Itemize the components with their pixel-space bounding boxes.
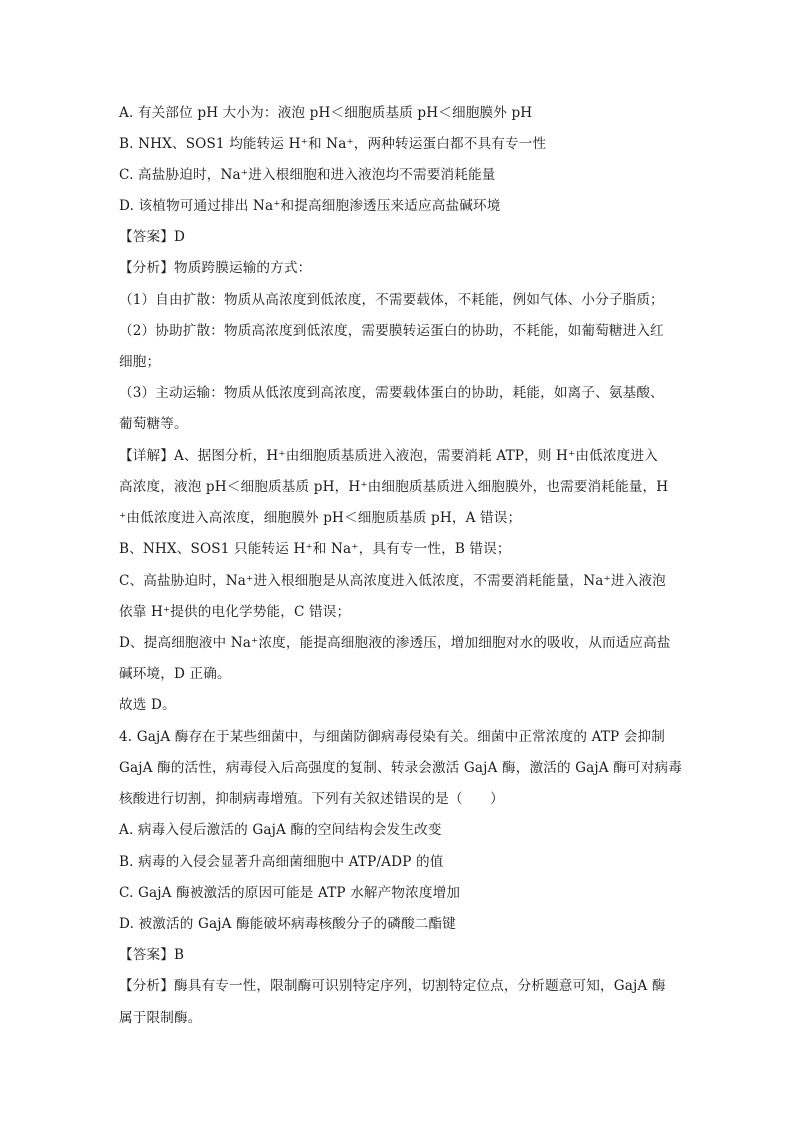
- detail-line: 碱环境，D 正确。: [119, 666, 231, 682]
- analysis-line: 葡萄糖等。: [119, 416, 188, 432]
- option-b-line: B. NHX、SOS1 均能转运 H⁺和 Na⁺，两种转运蛋白都不具有专一性: [119, 136, 547, 152]
- question-4-stem: GajA 酶的活性，病毒侵入后高强度的复制、转录会激活 GajA 酶，激活的 GajA 酶可对病毒: [119, 760, 682, 776]
- option-c-line: C. 高盐胁迫时，Na⁺进入根细胞和进入液泡均不需要消耗能量: [119, 167, 496, 183]
- detail-line: 依靠 H⁺提供的电化学势能，C 错误；: [119, 604, 351, 620]
- q4-option-c: C. GajA 酶被激活的原因可能是 ATP 水解产物浓度增加: [119, 885, 461, 901]
- detail-line: C、高盐胁迫时，Na⁺进入根细胞是从高浓度进入低浓度，不需要消耗能量，Na⁺进入液泡: [119, 573, 666, 589]
- analysis-line: （3）主动运输：物质从低浓度到高浓度，需要载体蛋白的协助，耗能，如离子、氨基酸、: [119, 385, 664, 401]
- q4-option-b: B. 病毒的入侵会显著升高细菌细胞中 ATP/ADP 的值: [119, 854, 444, 870]
- question-4-stem: 4. GajA 酶存在于某些细菌中，与细菌防御病毒侵染有关。细菌中正常浓度的 ATP 会抑制: [119, 729, 666, 745]
- analysis-line: （1）自由扩散：物质从高浓度到低浓度，不需要载体，不耗能，例如气体、小分子脂质；: [119, 292, 664, 308]
- detail-line: 高浓度，液泡 pH＜细胞质基质 pH，H⁺由细胞质基质进入细胞膜外，也需要消耗能量，H: [119, 479, 669, 495]
- detail-line: ⁺由低浓度进入高浓度，细胞膜外 pH＜细胞质基质 pH，A 错误；: [119, 510, 522, 526]
- detail-line: D、提高细胞液中 Na⁺浓度，能提高细胞液的渗透压，增加细胞对水的吸收，从而适应高盐: [119, 635, 671, 651]
- analysis-heading: 【分析】物质跨膜运输的方式：: [119, 260, 312, 276]
- q4-answer-line: 【答案】B: [119, 947, 185, 963]
- option-a-line: A. 有关部位 pH 大小为：液泡 pH＜细胞质基质 pH＜细胞膜外 pH: [119, 105, 533, 121]
- q4-option-d: D. 被激活的 GajA 酶能破坏病毒核酸分子的磷酸二酯键: [119, 916, 456, 932]
- q4-analysis-line: 【分析】酶具有专一性，限制酶可识别特定序列，切割特定位点，分析题意可知，GajA 酶: [119, 978, 666, 994]
- q4-option-a: A. 病毒入侵后激活的 GajA 酶的空间结构会发生改变: [119, 822, 442, 838]
- q4-analysis-line: 属于限制酶。: [119, 1010, 202, 1026]
- choice-line: 故选 D。: [119, 697, 176, 713]
- option-d-line: D. 该植物可通过排出 Na⁺和提高细胞渗透压来适应高盐碱环境: [119, 198, 501, 214]
- analysis-line: （2）协助扩散：物质高浓度到低浓度，需要膜转运蛋白的协助，不耗能，如葡萄糖进入红: [119, 323, 664, 339]
- answer-line: 【答案】D: [119, 229, 186, 245]
- question-4-stem: 核酸进行切割，抑制病毒增殖。下列有关叙述错误的是（ ）: [119, 791, 504, 807]
- analysis-line: 细胞；: [119, 354, 161, 370]
- detail-line: 【详解】A、据图分析，H⁺由细胞质基质进入液泡，需要消耗 ATP，则 H⁺由低浓度进入: [119, 448, 658, 464]
- detail-line: B、NHX、SOS1 只能转运 H⁺和 Na⁺，具有专一性，B 错误；: [119, 541, 511, 557]
